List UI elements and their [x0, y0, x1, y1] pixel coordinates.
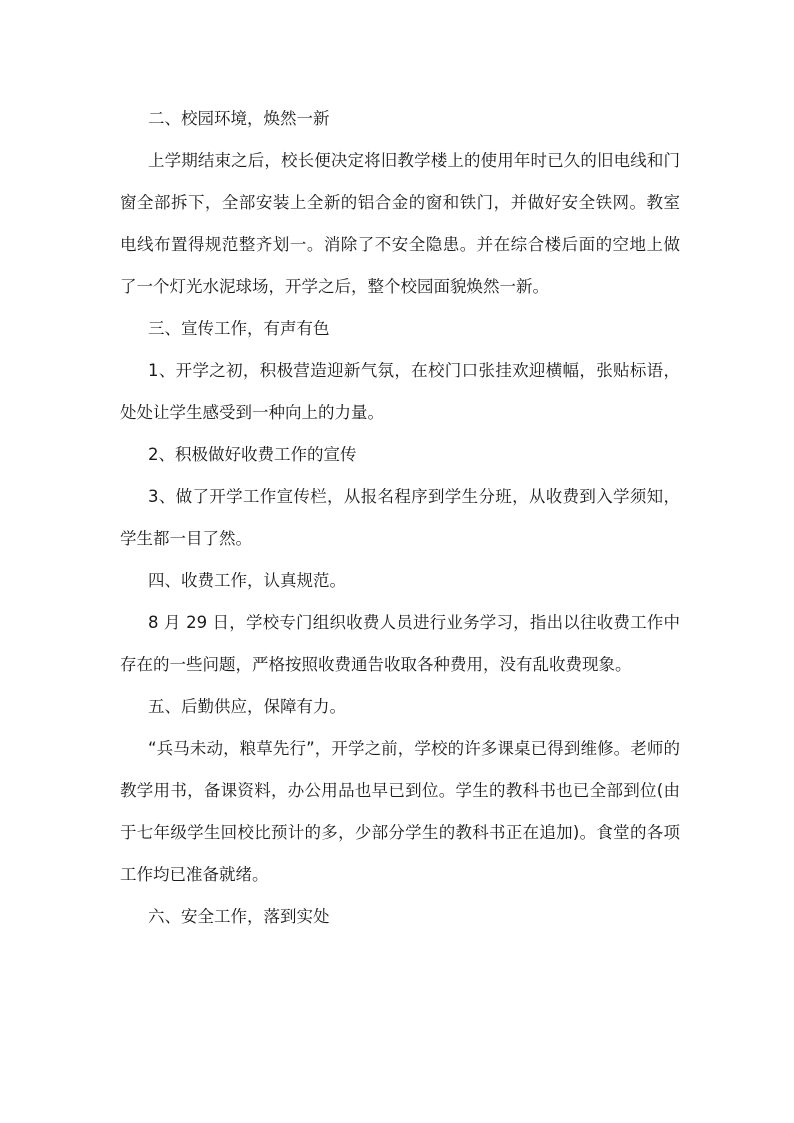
paragraph-publicity-item-1: 1、开学之初，积极营造迎新气氛，在校门口张挂欢迎横幅，张贴标语，处处让学生感受到一种向上的力量。	[120, 361, 680, 422]
paragraph-publicity-item-2: 2、积极做好收费工作的宣传	[148, 445, 357, 464]
paragraph-campus-renovation: 上学期结束之后，校长便决定将旧教学楼上的使用年时已久的旧电线和门窗全部拆下，全部安装上全新的铝合金的窗和铁门，并做好安全铁网。教室电线布置得规范整齐划一。消除了不安全隐患。并在综合楼后面的空地上做了一个灯光水泥球场，开学之后，整个校园面貌焕然一新。	[120, 151, 680, 296]
section-heading-fees: 四、收费工作，认真规范。	[148, 571, 346, 590]
paragraph-logistics: “兵马未动，粮草先行”，开学之前，学校的许多课桌已得到维修。老师的教学用书，备课资料，办公用品也早已到位。学生的教科书也已全部到位(由于七年级学生回校比预计的多，少部分学生的教科书正在追加)。食堂的各项工作均已准备就绪。	[120, 739, 680, 884]
section-heading-publicity: 三、宣传工作，有声有色	[148, 319, 330, 338]
section-heading-campus: 二、校园环境，焕然一新	[148, 109, 330, 128]
section-heading-safety: 六、安全工作，落到实处	[148, 907, 330, 926]
paragraph-fees: 8 月 29 日，学校专门组织收费人员进行业务学习，指出以往收费工作中存在的一些问题，严格按照收费通告收取各种费用，没有乱收费现象。	[120, 613, 680, 674]
document-body	[120, 98, 680, 938]
paragraph-publicity-item-3: 3、做了开学工作宣传栏，从报名程序到学生分班，从收费到入学须知，学生都一目了然。	[120, 487, 680, 548]
section-heading-logistics: 五、后勤供应，保障有力。	[148, 697, 346, 716]
